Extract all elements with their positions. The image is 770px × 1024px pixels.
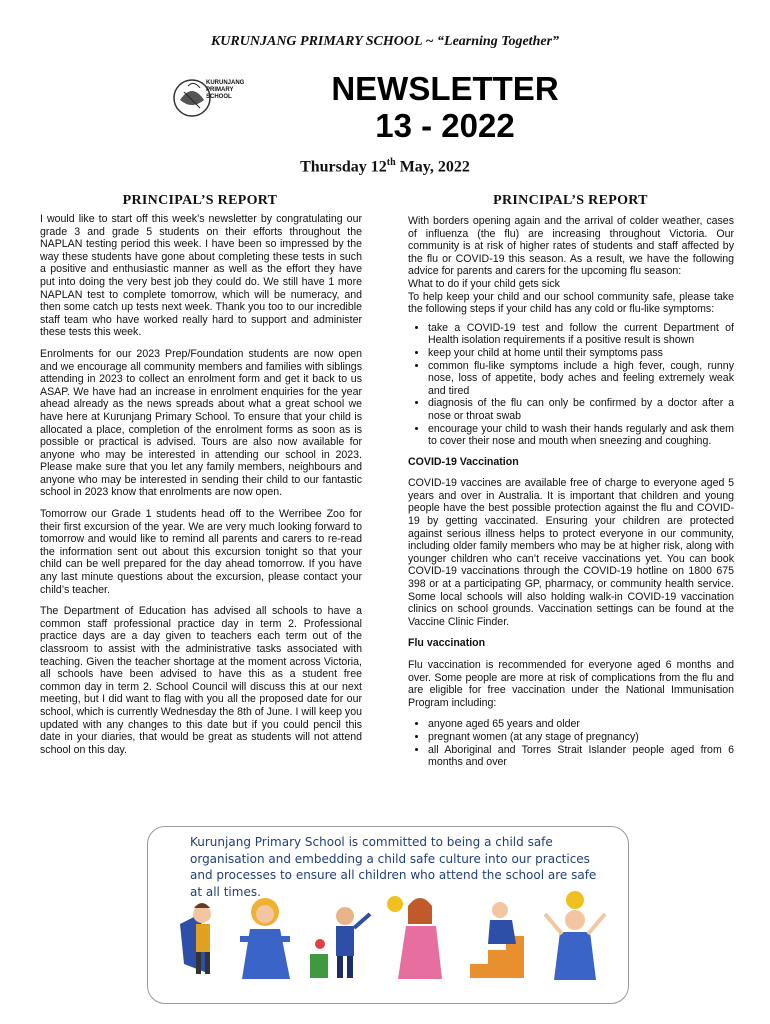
left-paragraph: I would like to start off this week’s newsletter by congratulating our grade 3 and grade 5 students on their efforts throughout the NAPLAN testing period this week. I have been so impressed by the way these students have gone about completing these tests in such a positive and enthusiastic manner as well as the effort they have put into doing the very best job they could do. We still have 1 more NAPLAN test to complete tomorrow, which will be numeracy, and then some catch up tests next week. Thank you too to our incredible staff team who have worked really hard to support and administer these tests this week. — [40, 213, 362, 339]
list-item: • pregnant women (at any stage of pregnancy) — [428, 731, 734, 744]
right-heading: PRINCIPAL’S REPORT — [493, 193, 648, 208]
logo-text-2: PRIMARY — [206, 87, 234, 93]
superhero-kids-illustration — [170, 884, 610, 996]
flu-text: Flu vaccination is recommended for everyone aged 6 months and over. Some people are more at risk of complications from the flu and are eligible for free vaccination under the National Immunisation Program including: — [408, 659, 734, 709]
date-day: Thursday 12 — [300, 158, 387, 176]
list-item: • take a COVID-19 test and follow the current Department of Health isolation requirements if a positive result is shown — [428, 322, 734, 347]
list-item: • keep your child at home until their symptoms pass — [428, 347, 734, 360]
flu-intro: With borders opening again and the arrival of colder weather, cases of influenza (the flu) are increasing throughout Victoria. Our community is at risk of higher rates of students and staff affected by the flu or COVID-19 this season. As a result, we have the following advice for parents and carers for the upcoming flu season: — [408, 215, 734, 278]
left-column — [40, 213, 362, 765]
flu-groups-list — [408, 718, 734, 768]
keep-safe: To help keep your child and our school community safe, please take the following steps if your child has any cold or flu-like symptoms: — [408, 290, 734, 316]
left-paragraph: The Department of Education has advised all schools to have a common staff professional practice day in term 2. Professional practice days are a day given to teachers each term out of the classroom to assist with the administrative tasks associated with teaching. Given the teacher shortage at the moment across Victoria, all schools have been advised to have this as a student free common day in term 2. School Council will discuss this at our next meeting, but I did want to flag with you all the proposed date for our school, which is currently Wednesday the 8th of June. I will keep you updated with any changes to this date but if you could pencil this date in your diaries, that would be great as students will not attend school on this day. — [40, 605, 362, 756]
steps-list — [408, 322, 734, 448]
date-rest: May, 2022 — [395, 158, 470, 176]
kid-figure-5 — [470, 902, 524, 978]
kid-figure-6 — [545, 891, 605, 980]
masthead: KURUNJANG PRIMARY SCHOOL ~ “Learning Together” — [210, 34, 560, 49]
covid-text: COVID-19 vaccines are available free of charge to everyone aged 5 years and over in Australia. It is important that children and young people have the best possible protection against the flu and COVID-19 by getting vaccinated. Ensuring your children are protected against serious illness helps to protect everyone in our community, including older family members who may be at higher risk, along with younger children who can’t receive vaccinations yet. You can book COVID-19 vaccinations through the COVID-19 hotline on 1800 675 398 or at a participating GP, pharmacy, or community health service. Some local schools will also holding walk-in COVID-19 vaccination clinics on school grounds. Vaccination settings can be found at the Vaccine Clinic Finder. — [408, 477, 734, 628]
logo-text-3: SCHOOL — [206, 94, 232, 100]
kid-figure-3 — [310, 907, 370, 978]
issue-date — [0, 157, 770, 176]
list-item: • common flu-like symptoms include a high fever, cough, runny nose, loss of appetite, body aches and feeling extremely weak and tired — [428, 360, 734, 398]
newsletter-issue: 13 - 2022 — [375, 107, 515, 144]
child-safe-text: Kurunjang Primary School is committed to being a child safe organisation and embedding a child safe culture into our practices and processes to ensure all children who attend the school are safe at all times. — [190, 835, 597, 899]
left-paragraph: Enrolments for our 2023 Prep/Foundation students are now open and we encourage all community members and families with siblings attending in 2023 to collect an enrolment form and get it back to us ASAP. We have had an increase in enrolment enquiries for the year ahead already as the news spreads about what a great school we have here at Kurunjang Primary School. To ensure that your child is allocated a place, completion of the enrolment forms as soon as is possible or practical is advised. Tours are also now available for anyone who may be interested in attending our school in 2023. Please make sure that you let any family members, neighbours and anyone who may be interested in sending their child to our fantastic school in 2023 know that enrolments are now open. — [40, 347, 362, 499]
left-heading: PRINCIPAL’S REPORT — [122, 193, 278, 208]
right-column — [408, 215, 734, 777]
list-item: • diagnosis of the flu can only be confirmed by a doctor after a nose or throat swab — [428, 397, 734, 422]
kid-figure-4 — [387, 896, 442, 979]
list-item: • all Aboriginal and Torres Strait Islander people aged from 6 months and over — [428, 744, 734, 769]
newsletter-title — [320, 70, 570, 144]
covid-heading: COVID-19 Vaccination — [408, 455, 519, 468]
list-item: • anyone aged 65 years and older — [428, 718, 734, 731]
date-suffix: th — [386, 157, 396, 168]
kid-figure-1 — [180, 903, 211, 974]
flu-heading: Flu vaccination — [408, 637, 486, 650]
logo-text-1: KURUNJANG — [206, 80, 245, 86]
school-logo — [170, 70, 245, 130]
left-paragraph: Tomorrow our Grade 1 students head off to the Werribee Zoo for their first excursion of the year. We are very much looking forward to tomorrow and would like to remind all parents and carers to re-read the information sent out about this excursion tonight so that your child can be well prepared for the day ahead tomorrow. If you have any last minute questions about the excursion, please contact your child’s teacher. — [40, 508, 362, 596]
kid-figure-2 — [240, 898, 290, 979]
what-to-do: What to do if your child gets sick — [408, 277, 560, 290]
newsletter-title-text: NEWSLETTER — [331, 70, 559, 107]
list-item: • encourage your child to wash their hands regularly and ask them to cover their nose and mouth when sneezing and coughing. — [428, 423, 734, 448]
